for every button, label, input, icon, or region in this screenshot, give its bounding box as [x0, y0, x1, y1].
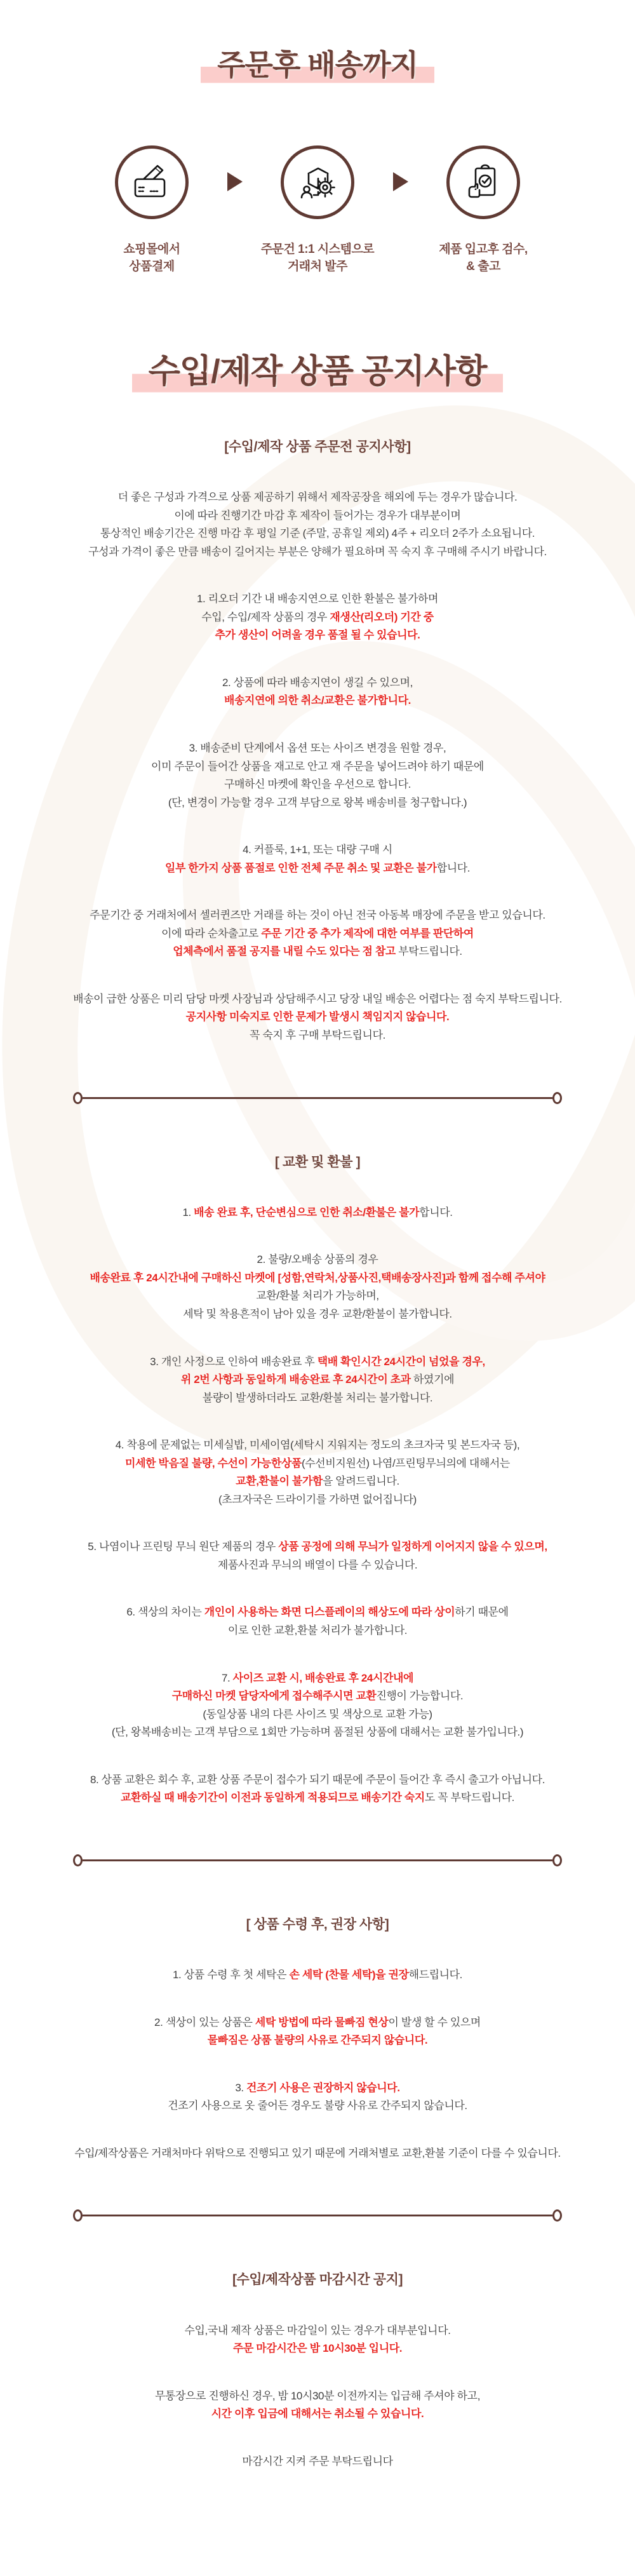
notice-line: [22, 436, 613, 458]
order-system-icon: [297, 162, 338, 203]
step-label: 제품 입고후 검수, & 출고: [439, 242, 528, 274]
notice-line: [22, 2032, 613, 2050]
notice-text: 이 발생 할 수 있으며: [388, 2016, 481, 2028]
notice-paragraph: [22, 1538, 613, 1574]
section-divider: [73, 1092, 562, 1104]
divider-ring-right: [552, 1854, 562, 1866]
notice-text-emphasis: 배송완료 후 24시간내에 구매하신 마켓에 [성함,연락처,상품사진,택배송장사진]과 함께 접수해 주셔야: [90, 1271, 545, 1284]
notice-text: (단, 왕복배송비는 고객 부담으로 1회만 가능하며 품절된 상품에 대해서는 교환 불가입니다.): [111, 1726, 524, 1739]
notice-text: 3. 배송준비 단계에서 옵션 또는 사이즈 변경을 원할 경우,: [189, 741, 446, 754]
notice-text: [수입/제작 상품 주문전 공지사항]: [224, 439, 411, 454]
notice-line: [22, 776, 613, 794]
notice-line: [22, 1251, 613, 1269]
notice-line: [22, 525, 613, 543]
notice-text: 수입, 수입/제작 상품의 경우: [201, 610, 330, 623]
notice-text: 배송이 급한 상품은 미리 담당 마켓 사장님과 상담해주시고 당장 내일 배송은 어렵다는 점 숙지 부탁드립니다.: [73, 992, 562, 1005]
notice-text: 1. 상품 수령 후 첫 세탁은: [173, 1969, 290, 1981]
notice-line: [22, 2014, 613, 2032]
section-divider: [73, 2209, 562, 2222]
divider-ring-left: [73, 2209, 83, 2222]
notice-line: [22, 1556, 613, 1575]
notice-line: [22, 1455, 613, 1473]
notice-line: [22, 758, 613, 776]
notice-line: [22, 2340, 613, 2358]
divider-line: [83, 1097, 552, 1099]
notice-paragraph: [22, 1204, 613, 1222]
divider-line: [83, 1859, 552, 1861]
notice-text: 합니다.: [436, 861, 471, 874]
notice-text: (초크자국은 드라이기를 가하면 없어집니다): [218, 1493, 417, 1506]
notice-text: 꼭 숙지 후 구매 부탁드립니다.: [250, 1028, 385, 1041]
notice-text-emphasis: 미세한 박음질 불량, 수선이 가능한상품: [125, 1457, 302, 1469]
notice-line: [22, 543, 613, 562]
notice-text-emphasis: 사이즈 교환 시, 배송완료 후 24시간내에: [232, 1671, 414, 1684]
arrow-right-icon: [393, 172, 408, 191]
notice-line: [22, 1966, 613, 1985]
notice-text: 해드립니다.: [408, 1969, 462, 1981]
notice-text: [수입/제작상품 마감시간 공지]: [232, 2272, 403, 2288]
notice-text: (단, 변경이 가능할 경우 고객 부담으로 왕복 배송비를 청구합니다.): [168, 796, 467, 809]
notice-text-emphasis: 업체측에서 품절 공지를 내릴 수도 있다는 점 참고: [173, 945, 396, 958]
notice-text-emphasis: 택배 확인시간 24시간이 넘었을 경우,: [317, 1355, 485, 1368]
notice-line: [22, 1622, 613, 1640]
notice-text-emphasis: 배송지연에 의한 취소/교환은 불가합니다.: [224, 694, 411, 707]
notice-line: [22, 739, 613, 758]
notice-line: [22, 1706, 613, 1724]
notice-text: 4. 착용에 문제없는 미세실밥, 미세이염(세탁시 지워지는 정도의 초크자국 및 본드자국 등),: [115, 1439, 520, 1452]
notice-text: 통상적인 배송기간은 진행 마감 후 평일 기준 (주말, 공휴일 제외) 4주 + 리오더 2주가 소요됩니다.: [100, 527, 535, 540]
credit-card-payment-icon: [131, 162, 172, 203]
step-circle: [281, 145, 354, 219]
inspection-shipping-icon: [463, 162, 504, 203]
notice-line: [22, 1204, 613, 1222]
notice-text-emphasis: 건조기 사용은 권장하지 않습니다.: [246, 2081, 400, 2094]
notice-text: (동일상품 내의 다른 사이즈 및 색상으로 교환 가능): [203, 1708, 432, 1720]
notice-text: 이에 따라 순차출고로: [161, 927, 262, 940]
notice-text: 구매하신 마켓에 확인을 우선으로 합니다.: [224, 778, 411, 791]
notice-text: 구성과 가격이 좋은 만큼 배송이 길어지는 부분은 양해가 필요하며 꼭 숙지 후 구매해 주시기 바랍니다.: [88, 545, 547, 558]
notice-paragraph: [22, 674, 613, 710]
section-header: [22, 1151, 613, 1173]
section-title: [0, 351, 635, 394]
section-title-text: 수입/제작 상품 공지사항: [132, 351, 504, 394]
notice-line: [22, 990, 613, 1009]
step-circle: [446, 145, 520, 219]
notice-text: 을 알려드립니다.: [323, 1475, 399, 1488]
notice-text: 2. 상품에 따라 배송지연이 생길 수 있으며,: [222, 676, 413, 689]
notice-paragraph: [22, 489, 613, 561]
notice-text-emphasis: 구매하신 마켓 담당자에게 접수해주시면 교환: [171, 1690, 377, 1703]
notice-text: 2. 색상이 있는 상품은: [154, 2016, 255, 2028]
notice-text: 건조기 사용으로 옷 줄어든 경우도 불량 사유로 간주되지 않습니다.: [168, 2100, 467, 2112]
notice-text-emphasis: 주문 마감시간은 밤 10시30분 입니다.: [232, 2342, 403, 2355]
notice-paragraph: [22, 1251, 613, 1323]
notice-text: 제품사진과 무늬의 배열이 다를 수 있습니다.: [217, 1558, 418, 1571]
notice-paragraph: [22, 1966, 613, 1985]
notice-text: 1.: [182, 1206, 194, 1218]
notice-text: 6. 색상의 차이는: [126, 1606, 204, 1619]
notice-line: [22, 1913, 613, 1936]
step-order-system: [246, 145, 389, 276]
notice-line: [22, 1008, 613, 1027]
notice-paragraph: [22, 2387, 613, 2424]
notice-line: [22, 860, 613, 878]
notice-line: [22, 1538, 613, 1556]
notice-text: (수선비지원선) 나염/프린팅무늬의에 대해서는: [302, 1457, 510, 1469]
notice-line: [22, 1269, 613, 1288]
notice-text: 수입,국내 제작 상품은 마감일이 있는 경우가 대부분입니다.: [184, 2324, 451, 2337]
notice-line: [22, 1669, 613, 1688]
notice-text: 수입/제작상품은 거래처마다 위탁으로 진행되고 있기 때문에 거래처별로 교환,환불 기준이 다를 수 있습니다.: [74, 2147, 561, 2159]
notice-line: [22, 1436, 613, 1455]
notice-text: 무통장으로 진행하신 경우, 밤 10시30분 이전까지는 입금해 주셔야 하고,: [154, 2389, 481, 2402]
notice-text: 세탁 및 착용흔적이 남아 있을 경우 교환/환불이 불가합니다.: [183, 1307, 452, 1320]
notice-text: 도 꼭 부탁드립니다.: [424, 1791, 515, 1804]
notice-line: [22, 2079, 613, 2098]
notice-paragraph: [22, 1436, 613, 1509]
notice-paragraph: [22, 1771, 613, 1807]
notice-text-emphasis: 위 2번 사항과 동일하게 배송완료 후 24시간이 초과: [180, 1373, 411, 1386]
section-header: [22, 1913, 613, 1936]
notice-text-emphasis: 추가 생산이 어려울 경우 품절 될 수 있습니다.: [215, 629, 420, 642]
notice-line: [22, 1371, 613, 1389]
divider-ring-left: [73, 1854, 83, 1866]
section-header: [22, 2269, 613, 2291]
notice-text-emphasis: 재생산(리오더) 기간 중: [330, 610, 434, 623]
notice-text: 3. 개인 사정으로 인하여 배송완료 후: [150, 1355, 318, 1368]
notice-text: [ 상품 수령 후, 권장 사항]: [246, 1917, 389, 1932]
notice-paragraph: [22, 2145, 613, 2163]
notice-line: [22, 626, 613, 645]
notice-paragraph: [22, 990, 613, 1045]
notice-line: [22, 1603, 613, 1622]
notice-paragraph: [22, 590, 613, 645]
notice-paragraph: [22, 907, 613, 961]
notice-line: [22, 2145, 613, 2163]
notice-line: [22, 489, 613, 507]
notice-text: 교환/환불 처리가 가능하며,: [256, 1290, 379, 1302]
notice-text: 이에 따라 진행기간 마감 후 제작이 들어가는 경우가 대부분이며: [174, 509, 461, 522]
notice-text-emphasis: 손 세탁 (찬물 세탁)을 권장: [289, 1969, 409, 1981]
notice-line: [22, 1353, 613, 1372]
notice-line: [22, 2269, 613, 2291]
step-label: 쇼핑몰에서 상품결제: [123, 242, 180, 274]
notice-line: [22, 692, 613, 710]
notice-text: 이미 주문이 들어간 상품을 재고로 안고 재 주문을 넣어드려야 하기 때문에: [151, 760, 484, 772]
notice-paragraph: [22, 2014, 613, 2050]
notice-text: 하였기에: [410, 1373, 455, 1386]
notice-line: [22, 2322, 613, 2340]
notice-line: [22, 1287, 613, 1305]
divider-ring-right: [552, 1092, 562, 1104]
notice-text-emphasis: 물빠짐은 상품 불량의 사유로 간주되지 않습니다.: [207, 2034, 428, 2047]
notice-text: 진행이 가능합니다.: [376, 1690, 464, 1703]
notice-line: [22, 1151, 613, 1173]
notice-text: 4. 커플룩, 1+1, 또는 대량 구매 시: [243, 844, 392, 856]
notice-paragraph: [22, 2079, 613, 2115]
notice-line: [22, 943, 613, 961]
step-inspection: [412, 145, 555, 276]
page-title: [0, 0, 635, 84]
notice-text: [ 교환 및 환불 ]: [274, 1154, 361, 1170]
notice-line: [22, 841, 613, 860]
notice-line: [22, 674, 613, 692]
page-title-text: 주문후 배송까지: [201, 46, 434, 84]
notice-content: [22, 436, 613, 2471]
step-payment: [81, 145, 224, 276]
notice-text: 2. 불량/오배송 상품의 경우: [257, 1253, 378, 1266]
notice-text-emphasis: 공지사항 미숙지로 인한 문제가 발생시 책임지지 않습니다.: [185, 1011, 450, 1023]
notice-line: [22, 1771, 613, 1790]
notice-paragraph: [22, 2322, 613, 2358]
notice-line: [22, 907, 613, 925]
notice-text: 7.: [221, 1671, 233, 1684]
notice-text: 마감시간 지켜 주문 부탁드립니다: [242, 2455, 393, 2467]
process-steps: [0, 145, 635, 276]
notice-text-emphasis: 교환하실 때 배송기간이 이전과 동일하게 적용되므로 배송기간 숙지: [120, 1791, 425, 1804]
notice-text: 1. 리오더 기간 내 배송지연으로 인한 환불은 불가하며: [196, 593, 439, 605]
divider-ring-right: [552, 2209, 562, 2222]
notice-line: [22, 609, 613, 627]
notice-paragraph: [22, 1353, 613, 1408]
notice-text-emphasis: 교환,환불이 불가함: [236, 1475, 323, 1488]
section-header: [22, 436, 613, 458]
notice-paragraph: [22, 1603, 613, 1640]
notice-text: 부탁드립니다.: [395, 945, 462, 958]
notice-text-emphasis: 주문 기간 중 추가 제작에 대한 여부를 판단하여: [261, 927, 474, 940]
notice-line: [22, 507, 613, 525]
notice-text-emphasis: 일부 한가지 상품 품절로 인한 전체 주문 취소 및 교환은 불가: [164, 861, 437, 874]
notice-text: 더 좋은 구성과 가격으로 상품 제공하기 위해서 제작공장을 해외에 두는 경우가 많습니다.: [117, 491, 518, 504]
notice-paragraph: [22, 1669, 613, 1742]
notice-text: 불량이 발생하더라도 교환/환불 처리는 불가합니다.: [202, 1391, 433, 1404]
notice-line: [22, 2405, 613, 2424]
step-label: 주문건 1:1 시스템으로 거래처 발주: [260, 242, 375, 274]
notice-text: 주문기간 중 거래처에서 셀러퀸즈만 거래를 하는 것이 아닌 전국 아동복 매장에 주문을 받고 있습니다.: [90, 909, 545, 922]
arrow-right-icon: [227, 172, 243, 191]
notice-text: 3.: [235, 2081, 247, 2094]
notice-line: [22, 1473, 613, 1491]
notice-text: 하기 때문에: [455, 1606, 509, 1619]
notice-line: [22, 794, 613, 813]
notice-line: [22, 2097, 613, 2115]
divider-ring-left: [73, 1092, 83, 1104]
section-divider: [73, 1854, 562, 1866]
notice-paragraph: [22, 841, 613, 877]
notice-text: 8. 상품 교환은 회수 후, 교환 상품 주문이 접수가 되기 때문에 주문이 들어간 후 즉시 출고가 아닙니다.: [90, 1773, 545, 1786]
notice-line: [22, 925, 613, 943]
notice-line: [22, 590, 613, 609]
notice-line: [22, 1491, 613, 1509]
notice-text: 이로 인한 교환,환불 처리가 불가합니다.: [227, 1624, 408, 1636]
notice-text: 5. 나염이나 프린팅 무늬 원단 제품의 경우: [88, 1541, 279, 1553]
notice-line: [22, 1389, 613, 1408]
notice-text-emphasis: 개인이 사용하는 화면 디스플레이의 해상도에 따라 상이: [204, 1606, 455, 1619]
notice-paragraph: [22, 2453, 613, 2471]
notice-line: [22, 1723, 613, 1742]
notice-line: [22, 1789, 613, 1807]
notice-text-emphasis: 상품 공정에 의해 무늬가 일정하게 이어지지 않을 수 있으며,: [278, 1541, 547, 1553]
notice-text: 합니다.: [419, 1206, 453, 1218]
notice-text-emphasis: 세탁 방법에 따라 물빠짐 현상: [255, 2016, 389, 2028]
notice-line: [22, 2453, 613, 2471]
notice-line: [22, 1305, 613, 1324]
notice-line: [22, 2387, 613, 2406]
notice-line: [22, 1687, 613, 1706]
notice-text-emphasis: 배송 완료 후, 단순변심으로 인한 취소/환불은 불가: [194, 1206, 420, 1218]
step-circle: [115, 145, 189, 219]
notice-paragraph: [22, 739, 613, 812]
divider-line: [83, 2215, 552, 2216]
notice-text-emphasis: 시간 이후 입금에 대해서는 취소될 수 있습니다.: [211, 2408, 424, 2420]
notice-line: [22, 1027, 613, 1045]
